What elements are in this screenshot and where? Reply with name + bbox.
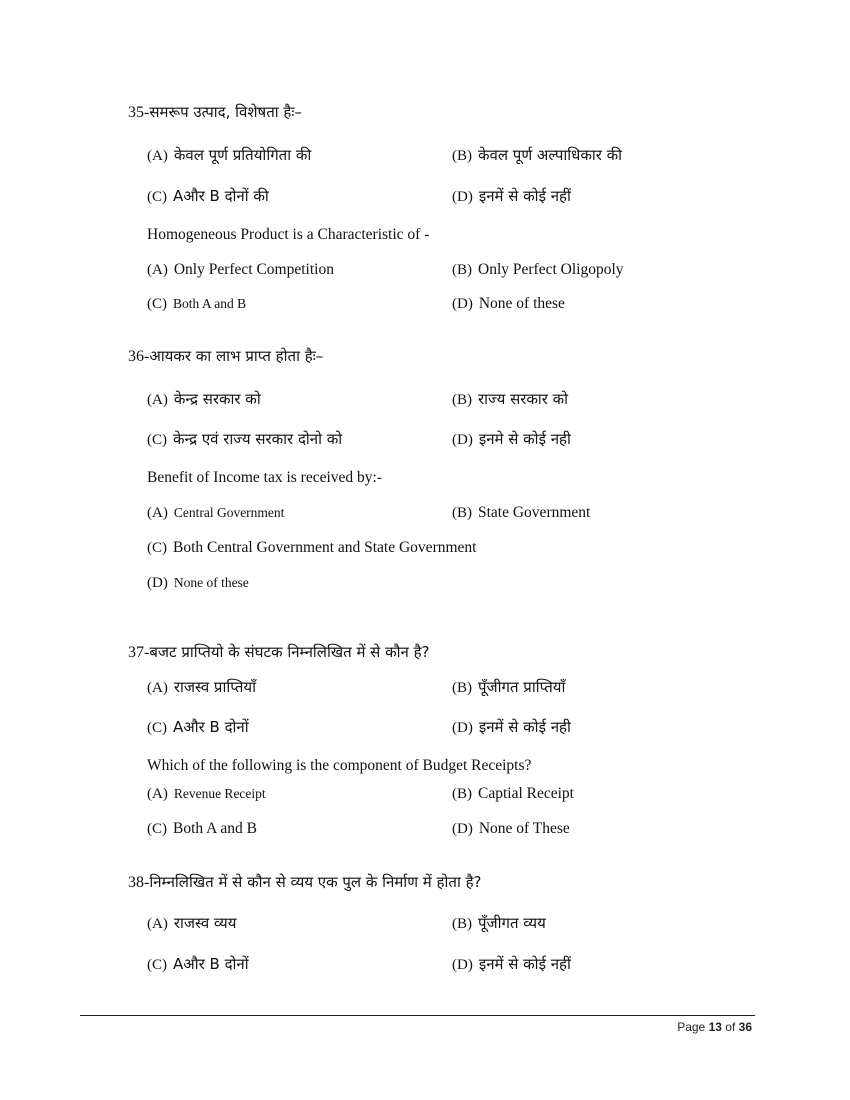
option-label: (C) (147, 720, 167, 736)
option-text: Revenue Receipt (173, 786, 266, 801)
option-c-english (147, 539, 476, 557)
option-text: केवल पूर्ण अल्पाधिकार की (478, 146, 623, 164)
option-text: राज्य सरकार को (478, 390, 569, 408)
option-label: (B) (452, 680, 472, 696)
option-d-hindi (452, 429, 571, 449)
option-c-hindi (147, 429, 342, 449)
option-text: Aऔर B दोनों (173, 718, 249, 736)
question-38 (128, 872, 482, 892)
option-label: (B) (452, 786, 472, 802)
option-text: Central Government (173, 505, 285, 520)
option-d-hindi (452, 186, 571, 206)
question-number: 38- (128, 874, 150, 891)
option-label: (D) (452, 189, 473, 205)
option-text: None of These (478, 820, 570, 837)
question-number: 35- (128, 104, 150, 121)
option-label: (B) (452, 148, 472, 164)
option-text: State Government (478, 504, 591, 521)
option-label: (B) (452, 392, 472, 408)
question-37 (128, 642, 430, 662)
option-label: (C) (147, 432, 167, 448)
option-c-english (147, 295, 246, 313)
option-b-hindi (452, 677, 565, 697)
option-text: None of these (173, 575, 249, 590)
option-text: पूँजीगत प्राप्तियाँ (478, 678, 566, 696)
option-text: पूँजीगत व्यय (478, 914, 546, 932)
option-text: राजस्व व्यय (173, 914, 237, 932)
option-a-hindi (147, 145, 311, 165)
option-a-hindi (147, 389, 261, 409)
option-a-hindi (147, 677, 256, 697)
question-text-english: Which of the following is the component of Budget Receipts? (147, 757, 532, 774)
option-label: (D) (147, 575, 168, 591)
option-b-english (452, 785, 574, 803)
footer-divider (80, 1015, 755, 1016)
option-text: Only Perfect Oligopoly (478, 261, 624, 278)
option-text: इनमें से कोई नहीं (478, 955, 571, 973)
option-label: (A) (147, 505, 168, 521)
option-d-hindi (452, 954, 571, 974)
option-text: Both A and B (173, 296, 247, 311)
option-text: केन्द्र एवं राज्य सरकार दोनो को (173, 430, 343, 448)
of-word: of (725, 1020, 736, 1034)
option-text: राजस्व प्राप्तियाँ (173, 678, 256, 696)
option-b-hindi (452, 389, 568, 409)
option-b-english (452, 504, 590, 522)
question-text-english: Benefit of Income tax is received by:- (147, 469, 382, 486)
option-b-hindi (452, 145, 622, 165)
option-d-english (147, 574, 249, 592)
option-label: (B) (452, 262, 472, 278)
option-label: (A) (147, 262, 168, 278)
option-label: (D) (452, 296, 473, 312)
option-c-english (147, 820, 257, 838)
option-text: केवल पूर्ण प्रतियोगिता की (173, 146, 312, 164)
option-label: (C) (147, 821, 167, 837)
option-text: Captial Receipt (478, 785, 574, 802)
total-pages: 36 (738, 1020, 752, 1034)
option-d-english (452, 820, 570, 838)
option-label: (C) (147, 540, 167, 556)
option-label: (A) (147, 786, 168, 802)
option-label: (D) (452, 432, 473, 448)
option-label: (A) (147, 916, 168, 932)
current-page: 13 (708, 1020, 722, 1034)
option-label: (C) (147, 296, 167, 312)
option-c-hindi (147, 954, 249, 974)
option-text: Aऔर B दोनों की (173, 187, 269, 205)
question-text-hindi: निम्नलिखित में से कौन से व्यय एक पुल के निर्माण में होता है? (149, 873, 482, 891)
option-text: Only Perfect Competition (173, 261, 334, 278)
page-number (677, 1020, 752, 1034)
option-text: केन्द्र सरकार को (173, 390, 261, 408)
option-text: None of these (478, 295, 565, 312)
option-text: Both Central Government and State Government (173, 539, 477, 556)
option-label: (A) (147, 680, 168, 696)
option-text: इनमें से कोई नही (478, 718, 571, 736)
option-c-hindi (147, 717, 249, 737)
option-c-hindi (147, 186, 269, 206)
option-text: Aऔर B दोनों (173, 955, 249, 973)
question-36 (128, 346, 323, 366)
option-text: Both A and B (173, 820, 257, 837)
option-a-english (147, 785, 266, 803)
question-text-hindi: समरूप उत्पाद, विशेषता हैः– (149, 103, 302, 121)
option-label: (B) (452, 505, 472, 521)
option-text: इनमें से कोई नहीं (478, 187, 571, 205)
option-label: (C) (147, 957, 167, 973)
option-b-hindi (452, 913, 546, 933)
question-text-english: Homogeneous Product is a Characteristic of - (147, 226, 430, 243)
page-word: Page (677, 1020, 706, 1034)
option-label: (D) (452, 720, 473, 736)
question-number: 36- (128, 348, 150, 365)
option-label: (A) (147, 148, 168, 164)
option-a-english (147, 261, 334, 279)
option-a-english (147, 504, 284, 522)
option-label: (B) (452, 916, 472, 932)
question-text-hindi: आयकर का लाभ प्राप्त होता हैः– (149, 347, 324, 365)
option-d-english (452, 295, 565, 313)
option-label: (A) (147, 392, 168, 408)
question-text-hindi: बजट प्राप्तियो के संघटक निम्नलिखित में से कौन है? (149, 643, 430, 661)
option-text: इनमे से कोई नही (478, 430, 571, 448)
option-label: (D) (452, 957, 473, 973)
option-a-hindi (147, 913, 236, 933)
option-label: (D) (452, 821, 473, 837)
question-35 (128, 102, 302, 122)
option-label: (C) (147, 189, 167, 205)
option-b-english (452, 261, 624, 279)
option-d-hindi (452, 717, 571, 737)
question-number: 37- (128, 644, 150, 661)
